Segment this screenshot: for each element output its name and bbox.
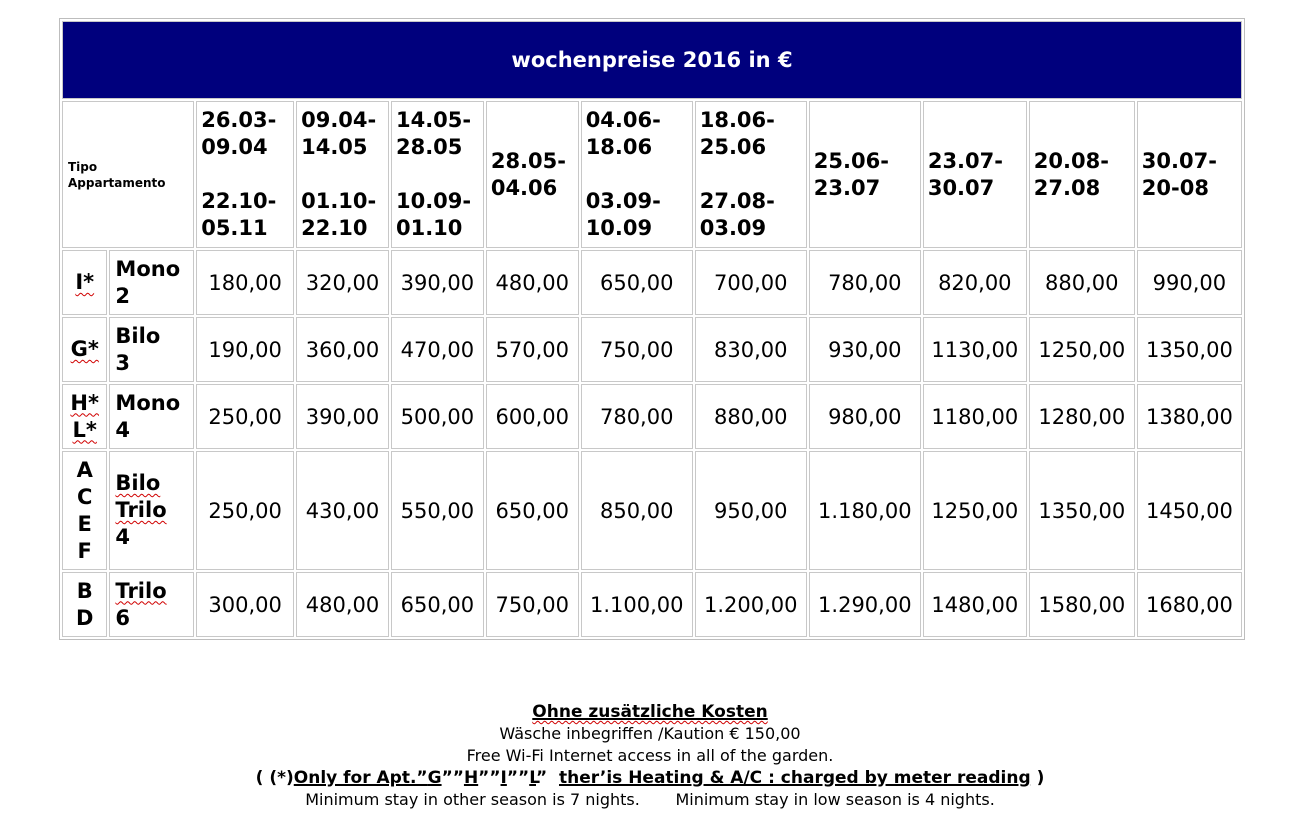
- period-date: 25.06: [699, 135, 767, 159]
- period-date: 04.06: [490, 175, 558, 200]
- price-cell: 1.100,00: [581, 572, 693, 637]
- apartment-type-line: Trilo: [115, 578, 167, 603]
- price-cell: 500,00: [391, 384, 484, 449]
- apartment-letter: H*: [70, 390, 99, 415]
- price-cell: 360,00: [296, 317, 389, 382]
- period-date: 22.10: [301, 216, 368, 240]
- apartment-type-line: Mono: [115, 256, 181, 281]
- price-cell: 880,00: [1029, 250, 1135, 315]
- apartment-type: [109, 317, 194, 382]
- period-date: 26.03-: [201, 108, 277, 132]
- period-date: 18.06-: [699, 108, 775, 132]
- apartment-type-line: 4: [115, 417, 131, 442]
- apartment-type-line: 4: [115, 525, 131, 549]
- period-gap: [301, 161, 388, 188]
- period-date: 14.05-: [395, 108, 472, 132]
- price-cell: 320,00: [296, 250, 389, 315]
- period-date: 28.05: [395, 135, 463, 159]
- apartment-type-line: 6: [115, 605, 131, 630]
- price-cell: 750,00: [486, 572, 579, 637]
- period-date: 03.09: [699, 216, 767, 240]
- price-cell: 1680,00: [1137, 572, 1242, 637]
- period-date: 10.09-: [395, 189, 472, 213]
- notes-line-1: Wäsche inbegriffen /Kaution € 150,00: [499, 724, 801, 743]
- period-date: 27.08: [1033, 175, 1101, 200]
- price-cell: 180,00: [196, 250, 294, 315]
- notes-line-2: Free Wi-Fi Internet access in all of the garden.: [466, 746, 834, 765]
- apartment-code: [62, 451, 107, 570]
- price-cell: 930,00: [809, 317, 921, 382]
- apartment-code: [62, 572, 107, 637]
- price-cell: 880,00: [695, 384, 807, 449]
- price-cell: 1.180,00: [809, 451, 921, 570]
- period-header: [923, 101, 1027, 248]
- price-cell: 1580,00: [1029, 572, 1135, 637]
- price-cell: 1.290,00: [809, 572, 921, 637]
- price-cell: 1250,00: [923, 451, 1027, 570]
- price-cell: 1130,00: [923, 317, 1027, 382]
- price-cell: 980,00: [809, 384, 921, 449]
- period-header: [581, 101, 693, 248]
- price-cell: 250,00: [196, 384, 294, 449]
- apartment-type: [109, 384, 194, 449]
- apartment-letter: F: [77, 538, 92, 563]
- apartment-letter: D: [75, 605, 94, 630]
- price-cell: 1450,00: [1137, 451, 1242, 570]
- period-date: 01.10-: [301, 189, 377, 213]
- price-cell: 1.200,00: [695, 572, 807, 637]
- price-cell: 650,00: [581, 250, 693, 315]
- period-gap: [586, 161, 692, 188]
- period-gap: [700, 161, 806, 188]
- apartment-type-line: Bilo: [115, 471, 161, 495]
- price-cell: 650,00: [391, 572, 484, 637]
- period-date: 09.04: [201, 135, 268, 159]
- notes-line-3: ( (*)Only for Apt.”G””H””I””L” ther’is Heating & A/C : charged by meter reading ): [255, 768, 1045, 788]
- period-date: 18.06: [585, 135, 653, 159]
- price-cell: 1250,00: [1029, 317, 1135, 382]
- price-cell: 820,00: [923, 250, 1027, 315]
- price-cell: 1380,00: [1137, 384, 1242, 449]
- price-cell: 780,00: [809, 250, 921, 315]
- period-date: 10.09: [585, 216, 653, 240]
- price-cell: 600,00: [486, 384, 579, 449]
- period-date: 20-08: [1141, 175, 1209, 200]
- period-header: [196, 101, 294, 248]
- price-cell: 700,00: [695, 250, 807, 315]
- tipo-label: Tipo: [68, 159, 98, 174]
- price-cell: 570,00: [486, 317, 579, 382]
- price-cell: 250,00: [196, 451, 294, 570]
- table-row: [62, 451, 1242, 570]
- apartment-letter: G*: [70, 337, 99, 361]
- period-header: [486, 101, 579, 248]
- price-cell: 990,00: [1137, 250, 1242, 315]
- period-header: [809, 101, 921, 248]
- price-cell: 750,00: [581, 317, 693, 382]
- apartment-type-line: Bilo: [115, 323, 161, 348]
- apartment-letter: E: [77, 511, 92, 536]
- table-row: [62, 572, 1242, 637]
- apartment-letter: C: [77, 484, 93, 509]
- period-date: 23.07: [813, 175, 881, 200]
- period-date: 28.05-: [490, 148, 566, 173]
- table-row: [62, 250, 1242, 315]
- notes-heading: Ohne zusätzliche Kosten: [532, 702, 768, 722]
- price-cell: 390,00: [296, 384, 389, 449]
- price-cell: 850,00: [581, 451, 693, 570]
- period-header: [1029, 101, 1135, 248]
- price-cell: 190,00: [196, 317, 294, 382]
- period-date: 20.08-: [1033, 148, 1109, 173]
- tipo-header: [62, 101, 194, 248]
- price-cell: 1350,00: [1137, 317, 1242, 382]
- price-cell: 430,00: [296, 451, 389, 570]
- apartment-type-line: 2: [115, 283, 131, 308]
- apartment-code: [62, 317, 107, 382]
- notes-line-4: Minimum stay in other season is 7 nights. Minimum stay in low season is 4 nights.: [305, 790, 995, 809]
- period-gap: [201, 161, 293, 188]
- price-cell: 1280,00: [1029, 384, 1135, 449]
- apartment-letter: A: [76, 457, 93, 482]
- table-row: [62, 384, 1242, 449]
- apartment-code: [62, 250, 107, 315]
- price-cell: 300,00: [196, 572, 294, 637]
- apartment-letter: I*: [75, 270, 95, 294]
- period-date: 09.04-: [301, 108, 377, 132]
- apartment-type-line: Trilo: [115, 498, 167, 522]
- price-cell: 480,00: [296, 572, 389, 637]
- apartment-code: [62, 384, 107, 449]
- price-cell: 390,00: [391, 250, 484, 315]
- price-cell: 550,00: [391, 451, 484, 570]
- appartamento-label: Appartamento: [68, 175, 166, 190]
- price-cell: 480,00: [486, 250, 579, 315]
- price-table: [59, 18, 1245, 640]
- table-row: [62, 317, 1242, 382]
- apartment-type-line: 3: [115, 350, 131, 375]
- period-date: 25.06-: [813, 148, 889, 173]
- period-header: [296, 101, 389, 248]
- period-date: 03.09-: [585, 189, 661, 213]
- period-gap: [396, 161, 483, 188]
- period-date: 23.07-: [927, 148, 1003, 173]
- apartment-letter: B: [76, 578, 93, 603]
- price-cell: 650,00: [486, 451, 579, 570]
- period-header: [391, 101, 484, 248]
- period-header: [1137, 101, 1242, 248]
- price-cell: 1350,00: [1029, 451, 1135, 570]
- notes-section: [0, 701, 1300, 811]
- price-cell: 950,00: [695, 451, 807, 570]
- price-cell: 470,00: [391, 317, 484, 382]
- period-date: 30.07-: [1141, 148, 1217, 173]
- period-date: 04.06-: [585, 108, 661, 132]
- period-date: 22.10-: [201, 189, 277, 213]
- period-date: 14.05: [301, 135, 368, 159]
- apartment-type: [109, 250, 194, 315]
- period-date: 01.10: [395, 216, 463, 240]
- period-header: [695, 101, 807, 248]
- period-date: 30.07: [927, 175, 995, 200]
- price-cell: 1180,00: [923, 384, 1027, 449]
- apartment-type-line: Mono: [115, 390, 181, 415]
- apartment-type: [109, 451, 194, 570]
- period-date: 27.08-: [699, 189, 775, 213]
- period-date: 05.11: [201, 216, 268, 240]
- price-cell: 1480,00: [923, 572, 1027, 637]
- apartment-type: [109, 572, 194, 637]
- price-cell: 830,00: [695, 317, 807, 382]
- table-title: wochenpreise 2016 in €: [62, 21, 1242, 99]
- price-cell: 780,00: [581, 384, 693, 449]
- apartment-letter: L*: [72, 417, 97, 442]
